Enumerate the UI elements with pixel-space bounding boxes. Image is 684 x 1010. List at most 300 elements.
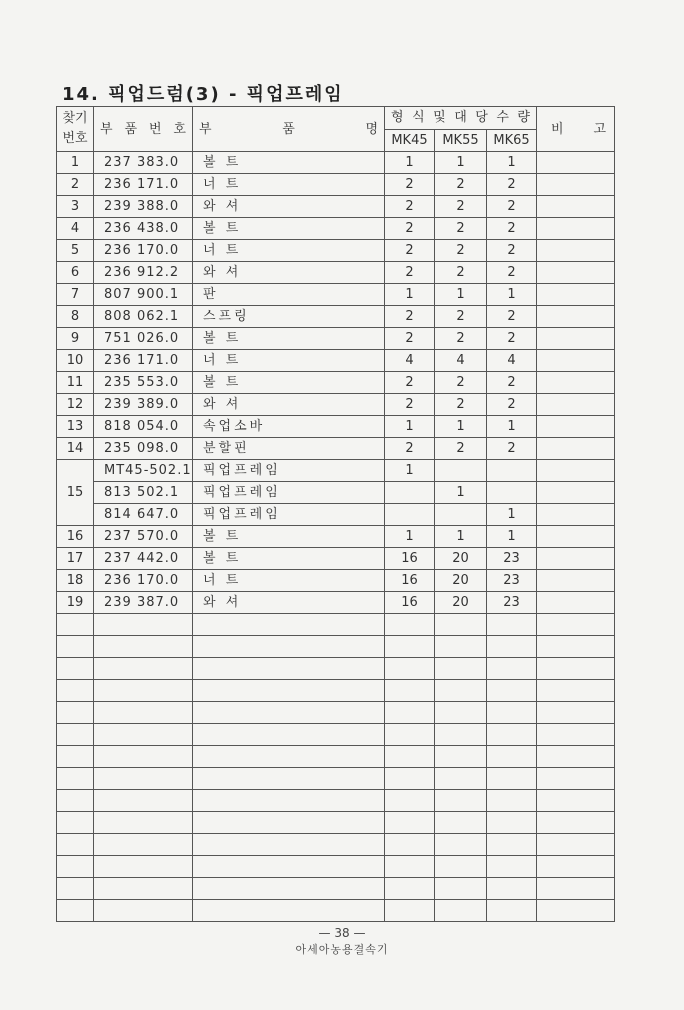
empty-cell xyxy=(385,856,435,878)
row-qty-mk65 xyxy=(487,460,537,482)
row-remarks xyxy=(537,438,615,460)
row-find-no: 11 xyxy=(57,372,94,394)
table-row xyxy=(57,548,615,570)
row-find-no: 5 xyxy=(57,240,94,262)
row-qty-mk55: 1 xyxy=(435,526,487,548)
empty-cell xyxy=(537,724,615,746)
table-row xyxy=(57,416,615,438)
row-part-name: 와 셔 xyxy=(193,394,385,416)
table-row xyxy=(57,438,615,460)
row-remarks xyxy=(537,284,615,306)
empty-cell xyxy=(193,856,385,878)
empty-cell xyxy=(57,658,94,680)
row-remarks xyxy=(537,592,615,614)
empty-cell xyxy=(537,856,615,878)
table-row xyxy=(57,570,615,592)
header-type-qty-char: 량 xyxy=(517,110,530,126)
empty-cell xyxy=(385,746,435,768)
header-type-qty-char: 당 xyxy=(475,110,488,126)
row-qty-mk65: 2 xyxy=(487,306,537,328)
row-qty-mk55: 2 xyxy=(435,438,487,460)
row-part-name: 판 xyxy=(193,284,385,306)
row-qty-mk65: 23 xyxy=(487,548,537,570)
parts-table xyxy=(56,106,615,922)
empty-cell xyxy=(435,614,487,636)
row-part-name: 너 트 xyxy=(193,174,385,196)
row-qty-mk55: 2 xyxy=(435,394,487,416)
row-remarks xyxy=(537,262,615,284)
table-row xyxy=(57,174,615,196)
row-part-name: 와 셔 xyxy=(193,592,385,614)
empty-cell xyxy=(435,636,487,658)
empty-cell xyxy=(487,812,537,834)
row-qty-mk55: 2 xyxy=(435,372,487,394)
empty-cell xyxy=(435,658,487,680)
table-row xyxy=(57,372,615,394)
row-qty-mk45: 1 xyxy=(385,416,435,438)
empty-cell xyxy=(193,636,385,658)
row-find-no: 16 xyxy=(57,526,94,548)
row-part-no: 813 502.1 xyxy=(94,482,193,504)
empty-cell xyxy=(94,614,193,636)
row-part-no: 236 438.0 xyxy=(94,218,193,240)
empty-cell xyxy=(193,658,385,680)
empty-cell xyxy=(193,834,385,856)
row-find-no: 6 xyxy=(57,262,94,284)
header-part-name-char: 부 xyxy=(199,121,212,137)
row-part-no: 814 647.0 xyxy=(94,504,193,526)
empty-cell xyxy=(385,790,435,812)
table-row xyxy=(57,526,615,548)
table-row xyxy=(57,152,615,174)
empty-cell xyxy=(487,900,537,922)
empty-cell xyxy=(435,834,487,856)
empty-cell xyxy=(385,680,435,702)
table-row xyxy=(57,592,615,614)
header-model-mk45: MK45 xyxy=(385,129,435,152)
empty-cell xyxy=(193,614,385,636)
row-find-no: 8 xyxy=(57,306,94,328)
table-row xyxy=(57,240,615,262)
empty-cell xyxy=(94,790,193,812)
empty-cell xyxy=(537,878,615,900)
row-part-no: 237 442.0 xyxy=(94,548,193,570)
empty-cell xyxy=(94,658,193,680)
row-remarks xyxy=(537,394,615,416)
row-qty-mk45: 1 xyxy=(385,152,435,174)
row-qty-mk45: 1 xyxy=(385,526,435,548)
row-qty-mk65: 1 xyxy=(487,284,537,306)
empty-cell xyxy=(487,746,537,768)
table-row xyxy=(57,460,615,482)
row-qty-mk65: 1 xyxy=(487,416,537,438)
row-qty-mk45: 16 xyxy=(385,548,435,570)
empty-cell xyxy=(537,658,615,680)
row-part-no: 808 062.1 xyxy=(94,306,193,328)
row-qty-mk65: 2 xyxy=(487,174,537,196)
row-qty-mk65: 2 xyxy=(487,218,537,240)
empty-cell xyxy=(385,636,435,658)
empty-cell xyxy=(57,680,94,702)
empty-cell xyxy=(94,878,193,900)
empty-cell xyxy=(435,746,487,768)
empty-cell xyxy=(94,636,193,658)
empty-cell xyxy=(435,878,487,900)
header-part-name xyxy=(193,107,385,152)
table-row xyxy=(57,196,615,218)
empty-cell xyxy=(94,768,193,790)
header-type-qty xyxy=(385,107,537,130)
row-part-no: 751 026.0 xyxy=(94,328,193,350)
header-type-qty-char: 식 xyxy=(412,110,425,126)
row-find-no: 10 xyxy=(57,350,94,372)
header-find-no xyxy=(57,107,94,152)
empty-row xyxy=(57,856,615,878)
empty-cell xyxy=(193,702,385,724)
empty-row xyxy=(57,746,615,768)
header-remarks-char: 비 xyxy=(551,121,564,137)
row-qty-mk45: 4 xyxy=(385,350,435,372)
parts-table-body xyxy=(57,152,615,922)
row-qty-mk65: 4 xyxy=(487,350,537,372)
row-qty-mk45: 2 xyxy=(385,196,435,218)
row-part-no: 818 054.0 xyxy=(94,416,193,438)
row-part-name: 분할핀 xyxy=(193,438,385,460)
row-remarks xyxy=(537,526,615,548)
empty-cell xyxy=(94,900,193,922)
row-qty-mk65: 2 xyxy=(487,438,537,460)
empty-row xyxy=(57,680,615,702)
empty-cell xyxy=(57,636,94,658)
empty-cell xyxy=(193,790,385,812)
row-qty-mk55: 2 xyxy=(435,218,487,240)
empty-cell xyxy=(537,790,615,812)
row-qty-mk55: 20 xyxy=(435,592,487,614)
empty-cell xyxy=(385,900,435,922)
row-remarks xyxy=(537,218,615,240)
row-remarks xyxy=(537,240,615,262)
header-part-no-char: 부 xyxy=(100,121,113,137)
header-part-no-char: 호 xyxy=(173,121,186,137)
empty-cell xyxy=(537,900,615,922)
row-find-no: 15 xyxy=(57,460,94,526)
row-qty-mk55: 2 xyxy=(435,174,487,196)
row-remarks xyxy=(537,174,615,196)
empty-cell xyxy=(193,878,385,900)
empty-cell xyxy=(57,790,94,812)
empty-cell xyxy=(487,614,537,636)
row-remarks xyxy=(537,460,615,482)
row-part-no: 237 570.0 xyxy=(94,526,193,548)
row-qty-mk55 xyxy=(435,504,487,526)
empty-cell xyxy=(94,702,193,724)
footer-product-name: 아세아농용결속기 xyxy=(295,943,389,956)
empty-cell xyxy=(94,680,193,702)
empty-cell xyxy=(537,702,615,724)
empty-cell xyxy=(537,768,615,790)
row-part-no: 236 170.0 xyxy=(94,570,193,592)
header-part-no-char: 품 xyxy=(124,121,138,137)
row-part-name: 볼 트 xyxy=(193,218,385,240)
row-qty-mk45: 2 xyxy=(385,240,435,262)
row-qty-mk55: 4 xyxy=(435,350,487,372)
empty-cell xyxy=(385,812,435,834)
row-part-no: 239 389.0 xyxy=(94,394,193,416)
empty-cell xyxy=(487,834,537,856)
row-find-no: 9 xyxy=(57,328,94,350)
row-remarks xyxy=(537,328,615,350)
empty-cell xyxy=(94,746,193,768)
table-row xyxy=(57,328,615,350)
row-qty-mk55: 1 xyxy=(435,416,487,438)
header-model-mk65: MK65 xyxy=(487,129,537,152)
empty-row xyxy=(57,724,615,746)
row-qty-mk65: 2 xyxy=(487,262,537,284)
row-qty-mk45: 2 xyxy=(385,372,435,394)
row-part-name: 볼 트 xyxy=(193,152,385,174)
row-part-no: 235 098.0 xyxy=(94,438,193,460)
empty-cell xyxy=(537,680,615,702)
empty-cell xyxy=(57,812,94,834)
empty-cell xyxy=(435,702,487,724)
row-remarks xyxy=(537,350,615,372)
row-part-name: 볼 트 xyxy=(193,328,385,350)
row-qty-mk45: 16 xyxy=(385,592,435,614)
row-find-no: 12 xyxy=(57,394,94,416)
empty-row xyxy=(57,878,615,900)
empty-cell xyxy=(435,900,487,922)
row-qty-mk55: 1 xyxy=(435,284,487,306)
row-part-no: 235 553.0 xyxy=(94,372,193,394)
row-qty-mk55 xyxy=(435,460,487,482)
header-find-no-top: 찾기 xyxy=(62,111,88,126)
row-qty-mk65: 1 xyxy=(487,152,537,174)
empty-cell xyxy=(57,900,94,922)
row-qty-mk55: 2 xyxy=(435,306,487,328)
empty-cell xyxy=(435,812,487,834)
empty-cell xyxy=(193,768,385,790)
row-remarks xyxy=(537,152,615,174)
empty-cell xyxy=(57,856,94,878)
page-number: — 38 — xyxy=(318,926,366,940)
empty-cell xyxy=(487,636,537,658)
empty-cell xyxy=(487,724,537,746)
row-part-no: 236 171.0 xyxy=(94,174,193,196)
empty-cell xyxy=(435,724,487,746)
empty-cell xyxy=(487,768,537,790)
table-row xyxy=(57,218,615,240)
empty-cell xyxy=(487,878,537,900)
row-qty-mk45: 16 xyxy=(385,570,435,592)
empty-row xyxy=(57,702,615,724)
header-part-name-char: 명 xyxy=(365,121,378,137)
row-qty-mk65: 2 xyxy=(487,328,537,350)
header-part-name-char: 품 xyxy=(282,121,295,137)
row-qty-mk55: 20 xyxy=(435,548,487,570)
row-find-no: 4 xyxy=(57,218,94,240)
empty-cell xyxy=(193,746,385,768)
row-part-no: 807 900.1 xyxy=(94,284,193,306)
row-qty-mk65: 23 xyxy=(487,570,537,592)
empty-row xyxy=(57,790,615,812)
empty-row xyxy=(57,614,615,636)
empty-cell xyxy=(487,790,537,812)
row-find-no: 1 xyxy=(57,152,94,174)
row-remarks xyxy=(537,416,615,438)
row-qty-mk45: 1 xyxy=(385,284,435,306)
row-qty-mk45 xyxy=(385,504,435,526)
row-part-no: 239 387.0 xyxy=(94,592,193,614)
empty-cell xyxy=(435,768,487,790)
row-part-name: 볼 트 xyxy=(193,548,385,570)
header-remarks xyxy=(537,107,615,152)
empty-row xyxy=(57,812,615,834)
empty-cell xyxy=(57,834,94,856)
empty-cell xyxy=(537,812,615,834)
empty-cell xyxy=(537,746,615,768)
empty-cell xyxy=(385,702,435,724)
row-qty-mk45: 2 xyxy=(385,174,435,196)
row-part-name: 너 트 xyxy=(193,570,385,592)
row-qty-mk45: 2 xyxy=(385,328,435,350)
empty-cell xyxy=(57,746,94,768)
row-find-no: 13 xyxy=(57,416,94,438)
table-row xyxy=(57,482,615,504)
empty-cell xyxy=(487,658,537,680)
table-row xyxy=(57,306,615,328)
row-qty-mk65: 2 xyxy=(487,240,537,262)
row-qty-mk65: 1 xyxy=(487,504,537,526)
empty-cell xyxy=(487,856,537,878)
table-row xyxy=(57,262,615,284)
row-part-name: 너 트 xyxy=(193,240,385,262)
row-part-no: 236 170.0 xyxy=(94,240,193,262)
empty-cell xyxy=(57,702,94,724)
row-qty-mk45: 2 xyxy=(385,262,435,284)
empty-row xyxy=(57,834,615,856)
row-part-name: 와 셔 xyxy=(193,196,385,218)
empty-cell xyxy=(193,680,385,702)
row-qty-mk55: 1 xyxy=(435,482,487,504)
row-qty-mk65: 1 xyxy=(487,526,537,548)
row-part-name: 너 트 xyxy=(193,350,385,372)
header-part-no-char: 번 xyxy=(148,121,162,137)
empty-cell xyxy=(385,658,435,680)
empty-row xyxy=(57,768,615,790)
row-qty-mk65: 2 xyxy=(487,372,537,394)
empty-row xyxy=(57,658,615,680)
row-qty-mk55: 2 xyxy=(435,262,487,284)
empty-cell xyxy=(94,834,193,856)
empty-cell xyxy=(57,614,94,636)
empty-cell xyxy=(94,812,193,834)
row-remarks xyxy=(537,306,615,328)
row-part-name: 볼 트 xyxy=(193,526,385,548)
empty-cell xyxy=(193,812,385,834)
empty-cell xyxy=(487,680,537,702)
empty-cell xyxy=(435,680,487,702)
row-qty-mk65 xyxy=(487,482,537,504)
empty-cell xyxy=(385,768,435,790)
table-row xyxy=(57,394,615,416)
row-remarks xyxy=(537,196,615,218)
empty-cell xyxy=(487,702,537,724)
row-qty-mk45: 1 xyxy=(385,460,435,482)
empty-row xyxy=(57,900,615,922)
row-qty-mk45: 2 xyxy=(385,218,435,240)
empty-cell xyxy=(94,856,193,878)
row-part-name: 스프링 xyxy=(193,306,385,328)
header-type-qty-char: 및 xyxy=(433,110,446,126)
row-find-no: 7 xyxy=(57,284,94,306)
empty-cell xyxy=(385,878,435,900)
row-remarks xyxy=(537,482,615,504)
row-qty-mk45: 2 xyxy=(385,394,435,416)
row-qty-mk55: 2 xyxy=(435,196,487,218)
header-type-qty-char: 수 xyxy=(496,110,509,126)
empty-cell xyxy=(57,878,94,900)
row-part-name: 픽업프레임 xyxy=(193,482,385,504)
header-remarks-char: 고 xyxy=(593,121,607,137)
row-qty-mk65: 2 xyxy=(487,196,537,218)
empty-cell xyxy=(537,834,615,856)
empty-cell xyxy=(193,724,385,746)
table-row xyxy=(57,350,615,372)
row-qty-mk45: 2 xyxy=(385,438,435,460)
row-qty-mk55: 2 xyxy=(435,328,487,350)
empty-cell xyxy=(537,614,615,636)
row-part-name: 픽업프레임 xyxy=(193,504,385,526)
row-qty-mk55: 20 xyxy=(435,570,487,592)
row-part-no: 236 171.0 xyxy=(94,350,193,372)
row-part-name: 픽업프레임 xyxy=(193,460,385,482)
row-qty-mk45 xyxy=(385,482,435,504)
header-type-qty-char: 대 xyxy=(454,110,467,126)
header-type-qty-char: 형 xyxy=(391,110,404,126)
row-part-name: 속업소바 xyxy=(193,416,385,438)
empty-cell xyxy=(57,724,94,746)
page-title: 14. 픽업드럼(3) - 픽업프레임 xyxy=(62,84,344,105)
empty-cell xyxy=(435,790,487,812)
row-remarks xyxy=(537,504,615,526)
header-find-no-bottom: 번호 xyxy=(62,131,88,146)
row-remarks xyxy=(537,548,615,570)
table-row xyxy=(57,284,615,306)
table-row xyxy=(57,504,615,526)
row-qty-mk55: 2 xyxy=(435,240,487,262)
row-qty-mk65: 23 xyxy=(487,592,537,614)
row-qty-mk65: 2 xyxy=(487,394,537,416)
row-part-no: MT45-502.1 xyxy=(94,460,193,482)
empty-cell xyxy=(435,856,487,878)
row-part-no: 237 383.0 xyxy=(94,152,193,174)
row-find-no: 19 xyxy=(57,592,94,614)
empty-cell xyxy=(94,724,193,746)
empty-cell xyxy=(193,900,385,922)
empty-cell xyxy=(385,834,435,856)
row-part-no: 239 388.0 xyxy=(94,196,193,218)
empty-row xyxy=(57,636,615,658)
row-find-no: 17 xyxy=(57,548,94,570)
row-find-no: 14 xyxy=(57,438,94,460)
empty-cell xyxy=(537,636,615,658)
row-remarks xyxy=(537,570,615,592)
row-part-name: 볼 트 xyxy=(193,372,385,394)
row-qty-mk55: 1 xyxy=(435,152,487,174)
empty-cell xyxy=(385,724,435,746)
row-part-no: 236 912.2 xyxy=(94,262,193,284)
empty-cell xyxy=(385,614,435,636)
